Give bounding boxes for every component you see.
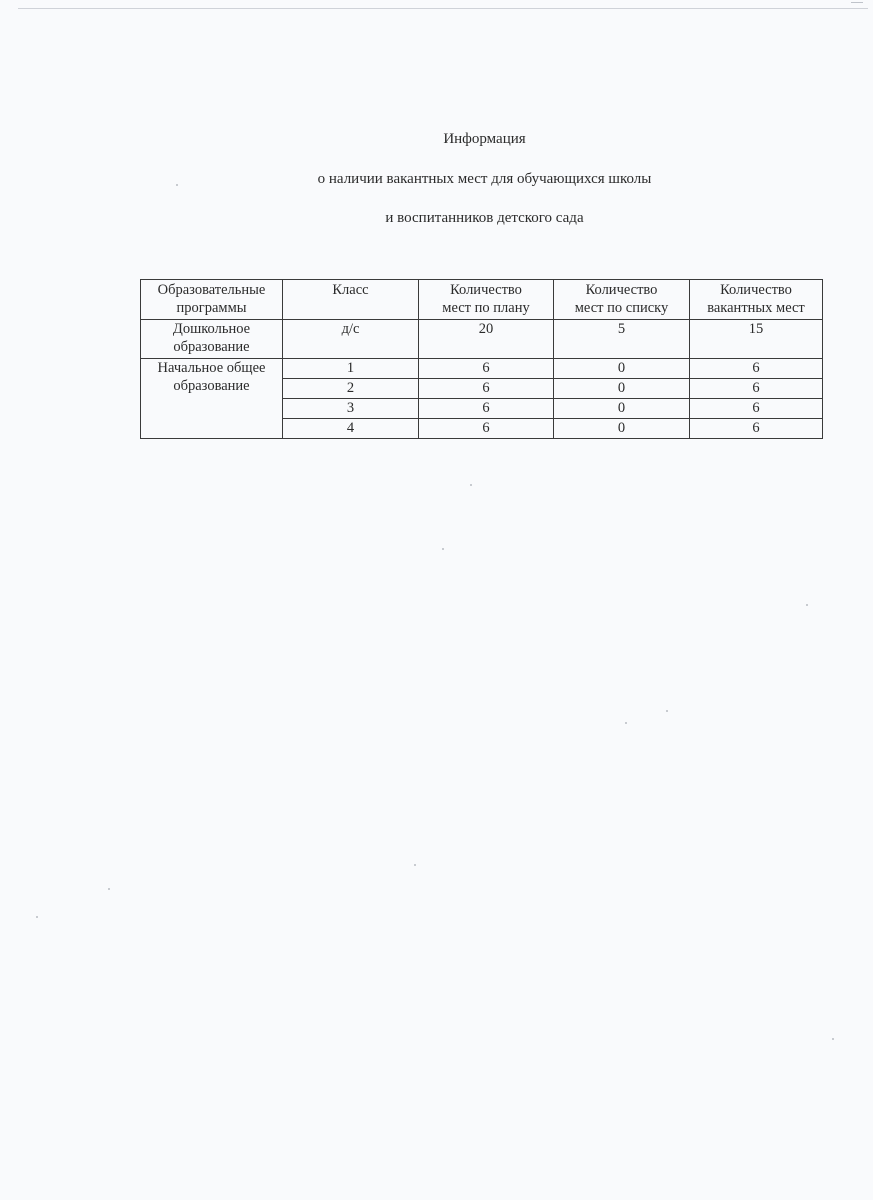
header-vacant-line-2: вакантных мест — [707, 300, 805, 316]
preschool-list-cell: 5 — [554, 320, 690, 359]
grade-list-cell: 0 — [554, 399, 690, 419]
document-title: Информация — [443, 131, 526, 147]
preschool-plan-cell: 20 — [419, 320, 554, 359]
header-cell-plan — [419, 280, 554, 320]
header-cell-class — [283, 280, 419, 320]
grade-class-cell: 4 — [283, 419, 419, 439]
grade-list-cell: 0 — [554, 379, 690, 399]
header-list-line-1: Количество — [585, 282, 658, 298]
scan-speck — [470, 484, 472, 486]
header-cell-vacant — [690, 280, 823, 320]
grade-vacant-cell: 6 — [690, 419, 823, 439]
grade-plan-cell: 6 — [419, 359, 554, 379]
scan-speck — [414, 864, 416, 866]
preschool-program-line-2: образование — [173, 339, 250, 355]
scan-speck — [806, 604, 808, 606]
preschool-class-cell: д/с — [283, 320, 419, 359]
scan-speck — [442, 548, 444, 550]
grade-plan-cell: 6 — [419, 399, 554, 419]
header-cell-programs — [141, 280, 283, 320]
header-cell-list — [554, 280, 690, 320]
primary-program-line-1: Начальное общее — [157, 360, 266, 376]
grade-plan-cell: 6 — [419, 419, 554, 439]
grade-class-cell: 1 — [283, 359, 419, 379]
scan-speck — [108, 888, 110, 890]
grade-class-cell: 2 — [283, 379, 419, 399]
scan-page-edge — [18, 8, 868, 9]
scan-speck — [832, 1038, 834, 1040]
grade-list-cell: 0 — [554, 359, 690, 379]
vacancies-table — [140, 279, 823, 439]
scan-speck — [666, 710, 668, 712]
header-plan-line-2: мест по плану — [442, 300, 530, 316]
header-class-label: Класс — [332, 282, 369, 298]
document-subtitle-line-1: о наличии вакантных мест для обучающихся школы — [317, 171, 652, 187]
grade-vacant-cell: 6 — [690, 399, 823, 419]
table-row-grade-1 — [141, 359, 823, 379]
grade-list-cell: 0 — [554, 419, 690, 439]
grade-plan-cell: 6 — [419, 379, 554, 399]
header-list-line-2: мест по списку — [574, 300, 669, 316]
preschool-program-cell — [141, 320, 283, 359]
preschool-program-line-1: Дошкольное — [172, 321, 251, 337]
scan-speck — [36, 916, 38, 918]
grade-class-cell: 3 — [283, 399, 419, 419]
document-subtitle-line-2: и воспитанников детского сада — [385, 210, 584, 226]
grade-vacant-cell: 6 — [690, 379, 823, 399]
header-programs-line-1: Образовательные — [157, 282, 266, 298]
primary-program-cell — [141, 359, 283, 439]
grade-vacant-cell: 6 — [690, 359, 823, 379]
table-header-row — [141, 280, 823, 320]
header-vacant-line-1: Количество — [720, 282, 792, 298]
scan-speck — [625, 722, 627, 724]
scan-corner-mark — [851, 2, 863, 9]
header-programs-line-2: программы — [176, 300, 247, 316]
primary-program-line-2: образование — [173, 378, 250, 394]
table-row-preschool — [141, 320, 823, 359]
header-plan-line-1: Количество — [450, 282, 522, 298]
preschool-vacant-cell: 15 — [690, 320, 823, 359]
